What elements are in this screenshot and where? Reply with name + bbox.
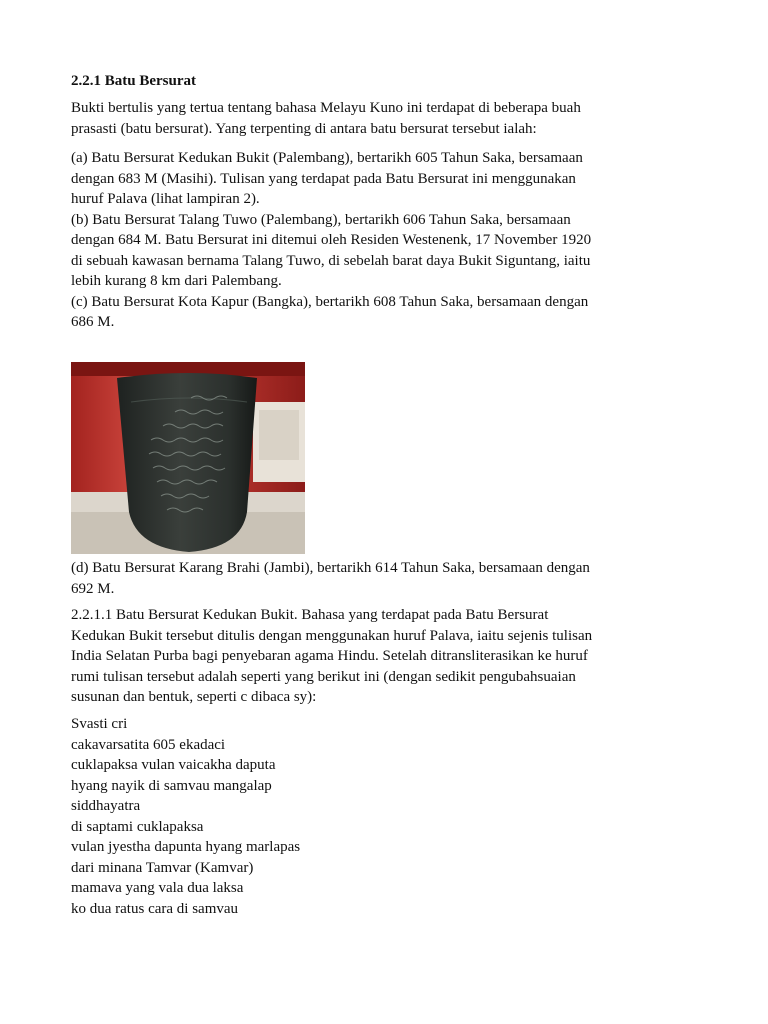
intro-paragraph: Bukti bertulis yang tertua tentang bahasa Melayu Kuno ini terdapat di beberapa buah prasasti (batu bersurat). Yang terpenting di antara batu bersurat tersebut ialah: xyxy=(71,100,581,137)
inscription-list-abc: (a) Batu Bersurat Kedukan Bukit (Palembang), bertarikh 605 Tahun Saka, bersamaan dengan 683 M (Masihi). Tulisan yang terdapat pada Batu Bersurat ini menggunakan huruf Palava (lihat lampiran 2). (b) Batu Bersurat Talang Tuwo (Palembang), bertarikh 606 Tahun Saka, bersamaan dengan 684 M. Batu Bersurat ini ditemui oleh Residen Westenenk, 17 November 1920 di sebuah kawasan bernama Talang Tuwo, di sebelah barat daya Bukit Siguntang, iaitu lebih kurang 8 km dari Palembang. (c) Batu Bersurat Kota Kapur (Bangka), bertarikh 608 Tahun Saka, bersamaan dengan 686 M. xyxy=(71,150,592,330)
section-heading: 2.2.1 Batu Bersurat xyxy=(71,73,196,89)
inscribed-stone-photo xyxy=(71,362,305,554)
subsection-paragraph: 2.2.1.1 Batu Bersurat Kedukan Bukit. Bahasa yang terdapat pada Batu Bersurat Kedukan Bukit tersebut ditulis dengan menggunakan huruf Palava, iaitu sejenis tulisan India Selatan Purba bagi penyebaran agama Hindu. Setelah ditransliterasikan ke huruf rumi tulisan tersebut adalah seperti yang berikut ini (dengan sedikit pengubahsuaian susunan dan bentuk, seperti c dibaca sy): xyxy=(71,607,593,705)
transliterated-inscription: Svasti cri cakavarsatita 605 ekadaci cuklapaksa vulan vaicakha daputa hyang nayik di samvau mangalap siddhayatra di saptami cuklapaksa vulan jyestha dapunta hyang marlapas dari minana Tamvar (Kamvar) mamava yang vala dua laksa ko dua ratus cara di samvau xyxy=(71,716,301,917)
inscription-item-d: (d) Batu Bersurat Karang Brahi (Jambi), bertarikh 614 Tahun Saka, bersamaan dengan 692 M. xyxy=(71,560,590,597)
